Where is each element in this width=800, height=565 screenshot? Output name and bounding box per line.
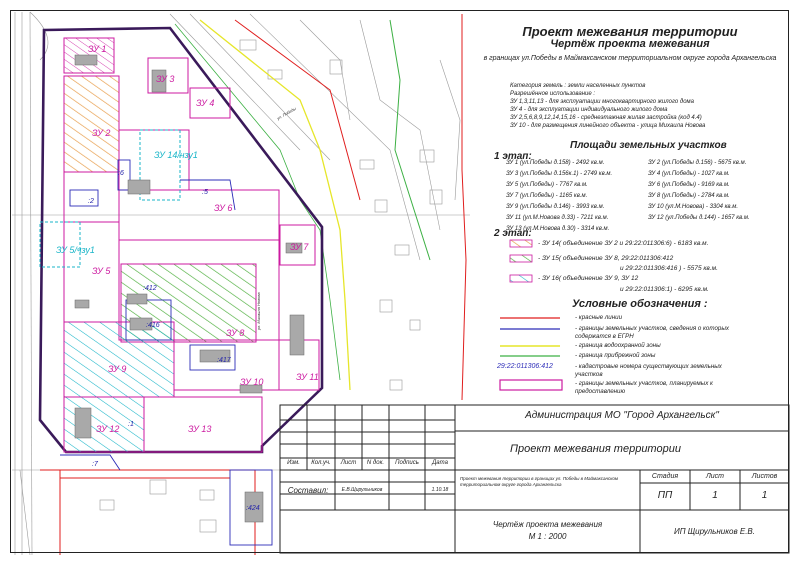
use-header: Разрешённое использование : <box>510 91 596 97</box>
col-list: Лист <box>340 460 357 466</box>
stamp-author: Е.В.Щирульников <box>341 487 383 493</box>
title-location: в границах ул.Победы в Маймаксанском территориальном округе города Архангельска <box>483 55 777 62</box>
label-zu-12: ЗУ 12 <box>96 424 120 434</box>
stamp-drawing: Чертёж проекта межевания <box>492 520 603 529</box>
stage2-label: 2 этап: <box>494 228 532 239</box>
label-zu-5: ЗУ 5 <box>92 266 111 276</box>
cad-416: :416 <box>146 322 160 329</box>
label-zu-2: ЗУ 2 <box>92 128 111 138</box>
stamp-sheet: 1 <box>712 490 718 501</box>
area-zu-10: ЗУ 10 (ул.М.Новова) - 3304 кв.м. <box>648 204 739 210</box>
legend-planned-plots: - границы земельных участков, планируемых к предоставлению <box>575 380 713 395</box>
area-zu-1: ЗУ 1 (ул.Победы д.158) - 2492 кв.м. <box>506 160 605 166</box>
cad-417: :417 <box>217 357 231 364</box>
stamp-sheets: 1 <box>761 490 768 501</box>
stamp-description: Проект межевания территории в границах ул. Победы в Маймаксанском территориальном округе города Архангельска <box>460 476 618 487</box>
stage1-label: 1 этап: <box>494 151 532 162</box>
area-zu-7: ЗУ 7 (ул.Победы) - 1165 кв.м. <box>506 193 588 199</box>
legend-cadastral-sample: 29:22:011306:412 <box>497 363 553 370</box>
area-zu-6: ЗУ 6 (ул.Победы) - 9169 кв.м. <box>648 182 730 188</box>
stamp-org: Администрация МО "Город Архангельск" <box>525 410 719 421</box>
col-kol: Кол.уч. <box>311 460 331 466</box>
stamp-stage-label: Стадия <box>651 473 679 480</box>
cad-6: :6 <box>118 170 124 177</box>
label-zu-4: ЗУ 4 <box>196 98 215 108</box>
label-zu-11: ЗУ 11 <box>296 372 319 382</box>
land-category: Категория земель : земли населенных пунктов <box>510 83 646 89</box>
label-zu-7: ЗУ 7 <box>290 242 309 252</box>
area-zu-3: ЗУ 3 (ул.Победы д.156к.1) - 2749 кв.м. <box>506 171 613 177</box>
area-zu-15b: и 29:22:011306:416 ) - 5575 кв.м. <box>620 265 718 272</box>
stamp-date: 1.10.18 <box>431 487 449 493</box>
area-zu-9: ЗУ 9 (ул.Победы д.146) - 3993 кв.м. <box>506 204 605 210</box>
label-zu-9: ЗУ 9 <box>108 364 127 374</box>
stamp-company: ИП Щирульников Е.В. <box>674 527 755 536</box>
stamp-scale: М 1 : 2000 <box>528 532 567 541</box>
area-zu-11: ЗУ 11 (ул.М.Новова д.33) - 7211 кв.м. <box>506 215 609 221</box>
use-2: ЗУ 4 - для эксплуатации индивидуального жилого дома <box>510 107 668 113</box>
label-zu-8: ЗУ 8 <box>226 328 245 338</box>
street-pobedy: ул. Победы <box>276 105 297 121</box>
legend-cadastral: - кадастровые номера существующих земельных участков <box>575 363 722 378</box>
col-izm: Изм. <box>287 460 300 466</box>
legend-shore-zone: - граница прибрежной зоны <box>575 352 656 359</box>
use-3: ЗУ 2,5,6,8,9,12,14,15,16 - среднеэтажная жилая застройка (код 4.4) <box>510 115 702 121</box>
area-zu-5: ЗУ 5 (ул.Победы) - 7767 кв.м. <box>506 182 588 188</box>
label-zu-13: ЗУ 13 <box>188 424 212 434</box>
cad-424: :424 <box>246 505 260 512</box>
stamp-project: Проект межевания территории <box>510 443 681 455</box>
label-zu-10: ЗУ 10 <box>240 377 264 387</box>
stamp-sheet-label: Лист <box>705 473 725 480</box>
cad-5: :5 <box>202 189 208 196</box>
area-zu-16a: - ЗУ 16( объединение ЗУ 9, ЗУ 12 <box>538 275 639 282</box>
label-zu-14-part: ЗУ 14/чзу1 <box>154 150 198 160</box>
legend-red-lines: - красные линии <box>575 314 623 321</box>
title-sub: Чертёж проекта межевания <box>550 38 710 50</box>
use-1: ЗУ 1,3,11,13 - для эксплуатации многоквартирного жилого дома <box>510 99 694 105</box>
label-zu-5-part: ЗУ 5/чзу1 <box>56 245 95 255</box>
cad-1: :1 <box>128 421 134 428</box>
area-zu-8: ЗУ 8 (ул.Победы) - 2784 кв.м. <box>648 193 730 199</box>
cad-7: :7 <box>92 461 98 468</box>
legend-egrn-borders: - границы земельных участков, сведения о которых содержатся в ЕГРН <box>575 325 729 340</box>
area-zu-16b: и 29:22:011306:1) - 6295 кв.м. <box>620 286 709 293</box>
sheet-frame <box>10 10 789 553</box>
area-zu-14: - ЗУ 14( объединение ЗУ 2 и 29:22:011306:6) - 6183 кв.м. <box>538 240 709 247</box>
cad-412: :412 <box>143 285 157 292</box>
area-zu-12: ЗУ 12 (ул.Победы д.144) - 1657 кв.м. <box>648 215 750 221</box>
col-data: Дата <box>432 460 448 466</box>
label-zu-3: ЗУ 3 <box>156 74 175 84</box>
legend-header: Условные обозначения : <box>572 298 708 310</box>
use-4: ЗУ 10 - для размещения линейного объекта - улица Михаила Новова <box>510 123 706 129</box>
areas-header: Площади земельных участков <box>570 140 727 151</box>
title-main: Проект межевания территории <box>522 24 738 39</box>
cad-2: :2 <box>88 198 94 205</box>
col-podpis: Подпись <box>395 460 419 466</box>
label-zu-6: ЗУ 6 <box>214 203 233 213</box>
street-novova: ул. Михаила Новова <box>256 292 261 330</box>
area-zu-13: ЗУ 13 (ул.М.Новова д.30) - 3314 кв.м. <box>506 226 610 232</box>
legend-water-zone: - граница водоохранной зоны <box>575 342 661 349</box>
area-zu-15a: - ЗУ 15( объединение ЗУ 8, 29:22:011306:412 <box>538 255 674 262</box>
stamp-sheets-label: Листов <box>751 473 778 480</box>
label-zu-1: ЗУ 1 <box>88 44 107 54</box>
stamp-stage: ПП <box>657 490 673 501</box>
area-zu-4: ЗУ 4 (ул.Победы) - 1027 кв.м. <box>648 171 730 177</box>
stamp-role: Составил: <box>287 486 329 495</box>
area-zu-2: ЗУ 2 (ул.Победы д.156) - 5675 кв.м. <box>648 160 747 166</box>
col-ndok: N док. <box>366 460 385 466</box>
